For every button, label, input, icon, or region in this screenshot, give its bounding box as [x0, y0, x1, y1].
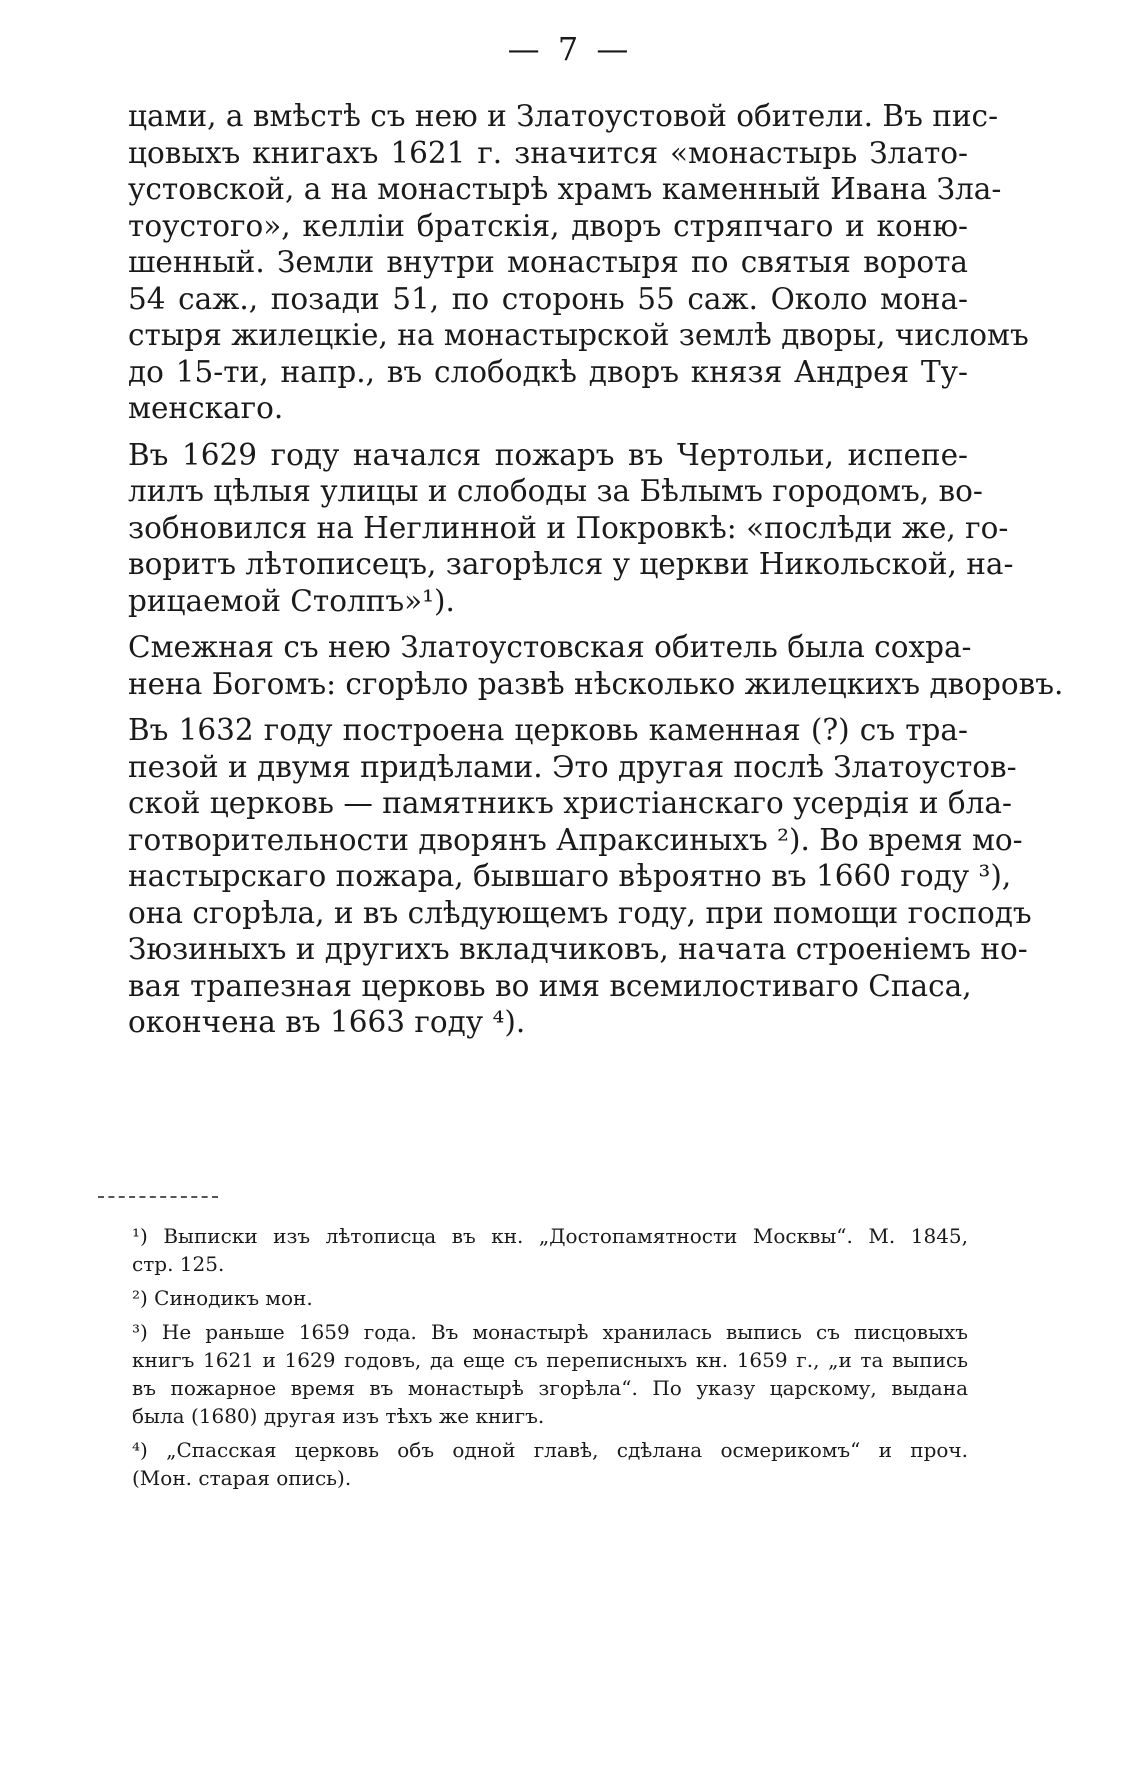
text-line: цами, а вмѣстѣ съ нею и Златоустовой обители. Въ пис-: [128, 99, 999, 133]
text-line: до 15-ти, напр., въ слободкѣ дворъ князя Андрея Ту-: [128, 354, 968, 389]
text-line: устовской, а на монастырѣ храмъ каменный Ивана Зла-: [128, 172, 1002, 206]
footnote: [132, 1222, 968, 1278]
text-line: тоустого», келліи братскія, дворъ стряпчаго и коню-: [128, 208, 968, 243]
text-line: Въ 1632 году построена церковь каменная (?) съ тра-: [128, 713, 968, 747]
text-line: цовыхъ книгахъ 1621 г. значится «монастырь Злато-: [128, 135, 968, 170]
page-number: — 7 —: [507, 30, 633, 68]
text-line: 54 саж., позади 51, по сторонь 55 саж. Около мона-: [128, 281, 968, 316]
paragraph: [128, 629, 1064, 702]
text-line: готворительности дворянъ Апраксиныхъ ²). Во время мо-: [128, 822, 1023, 857]
text-line: окончена въ 1663 году ⁴).: [128, 1005, 526, 1039]
footnote: [132, 1436, 968, 1492]
text-line: шенный. Земли внутри монастыря по святыя ворота: [128, 245, 968, 279]
paragraph: [128, 712, 1032, 1041]
text-line: Зюзиныхъ и другихъ вкладчиковъ, начата строеніемъ но-: [128, 932, 1028, 966]
text-line: Смежная съ нею Златоустовская обитель была сохра-: [128, 630, 972, 664]
text-line: менскаго.: [128, 391, 284, 425]
footnote-line: книгъ 1621 и 1629 годовъ, да еще съ переписныхъ кн. 1659 г., „и та выпись: [132, 1348, 968, 1372]
text-line: воритъ лѣтописецъ, загорѣлся у церкви Никольской, на-: [128, 547, 1014, 581]
text-line: рицаемой Столпъ»¹).: [128, 583, 455, 618]
paragraph: [128, 437, 1014, 620]
footnote-line: ⁴) „Спасская церковь объ одной главѣ, сдѣлана осмерикомъ“ и проч.: [132, 1438, 968, 1462]
main-text: [128, 98, 1064, 1041]
footnote-line: ¹) Выписки изъ лѣтописца въ кн. „Достопамятности Москвы“. М. 1845,: [132, 1224, 968, 1248]
text-line: ской церковь — памятникъ христіанскаго усердія и бла-: [128, 786, 1012, 820]
text-line: зобновился на Неглинной и Покровкѣ: «послѣди же, го-: [128, 510, 1009, 545]
footnote-line: въ пожарное время въ монастырѣ згорѣла“. По указу царскому, выдана: [132, 1376, 968, 1400]
text-line: нена Богомъ: сгорѣло развѣ нѣсколько жилецкихъ дворовъ.: [128, 666, 1064, 701]
footnote-line: была (1680) другая изъ тѣхъ же книгъ.: [132, 1404, 545, 1428]
text-line: стыря жилецкіе, на монастырской землѣ дворы, числомъ: [128, 318, 1029, 352]
footnote-line: (Мон. старая опись).: [132, 1466, 352, 1490]
footnote: [132, 1318, 968, 1430]
footnote-line: ²) Синодикъ мон.: [132, 1286, 313, 1310]
footnotes: [132, 1222, 968, 1492]
footnote-line: стр. 125.: [132, 1252, 225, 1276]
text-line: настырскаго пожара, бывшаго вѣроятно въ 1660 году ³),: [128, 859, 1012, 893]
footnote-line: ³) Не раньше 1659 года. Въ монастырѣ хранилась выпись съ писцовыхъ: [132, 1320, 968, 1344]
text-line: лилъ цѣлыя улицы и слободы за Бѣлымъ городомъ, во-: [128, 474, 983, 508]
text-line: вая трапезная церковь во имя всемилостиваго Спаса,: [128, 968, 972, 1003]
footnote: [132, 1284, 968, 1312]
paragraph: [128, 98, 1029, 427]
text-line: Въ 1629 году начался пожаръ въ Чертольи, испепе-: [128, 437, 968, 472]
text-line: пезой и двумя придѣлами. Это другая послѣ Златоустов-: [128, 749, 1017, 784]
text-line: она сгорѣла, и въ слѣдующемъ году, при помощи господъ: [128, 895, 1032, 930]
footnote-divider: [98, 1196, 218, 1198]
